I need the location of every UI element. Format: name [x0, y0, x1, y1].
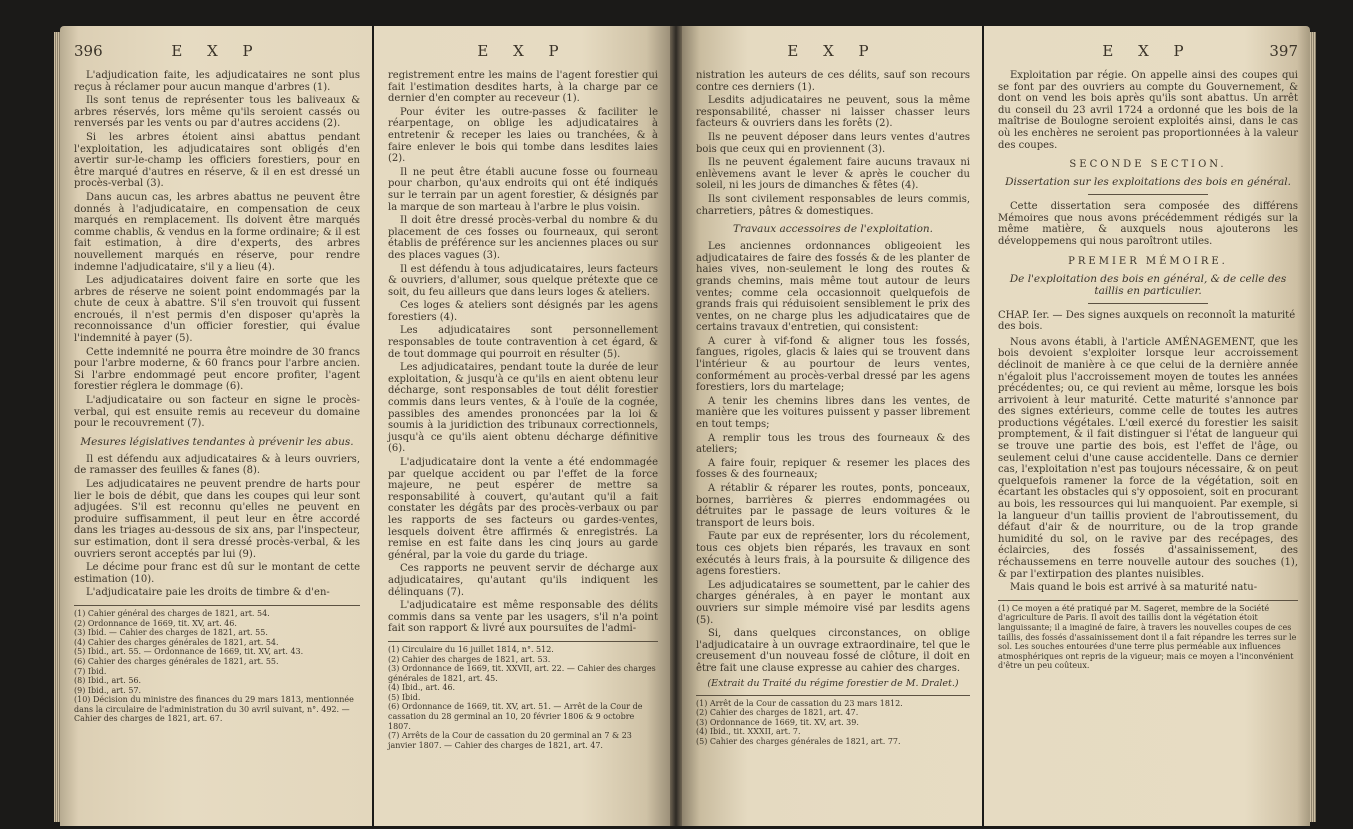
paragraph: Ils sont tenus de représenter tous les baliveaux & arbres réservés, lors même qu'ils seroient cassés ou renversés par les vents ou par d'autres accidens (2). [74, 95, 360, 130]
page-body [998, 70, 1298, 671]
paragraph: L'adjudicataire ou son facteur en signe le procès-verbal, qui est ensuite remis au receveur du domaine pour le recouvrement (7). [74, 395, 360, 430]
paragraph: Il doit être dressé procès-verbal du nombre & du placement de ces fosses ou fourneaux, qui seront établis de préférence sur les anciennes places ou sur des places vagues (3). [388, 215, 658, 261]
paragraph: nistration les auteurs de ces délits, sauf son recours contre ces derniers (1). [696, 70, 970, 93]
footnotes [998, 604, 1298, 671]
paragraph: L'adjudicataire dont la vente a été endommagée par quelque accident ou par l'effet de la force majeure, ne peut espérer de mettre sa responsabilité à couvert, qu'autant qu'il a fait constater les dégâts par des procès-verbaux ou par les rapports de ses facteurs ou gardes-ventes, lesquels doivent être affirmés & enregistrés. La remise en est faite dans les cinq jours au garde général, par la voie du garde du triage. [388, 457, 658, 561]
page-number: 396 [74, 42, 103, 60]
footnotes [696, 699, 970, 747]
paragraph: Lesdits adjudicataires ne peuvent, sous la même responsabilité, chasser ni laisser chasser leurs facteurs & ouvriers dans les forêts (2). [696, 95, 970, 130]
paragraph: Ils ne peuvent également faire aucuns travaux ni enlèvemens avant le lever & après le coucher du soleil, ni les jours de dimanches & fêtes (4). [696, 157, 970, 192]
footnote: (2) Cahier des charges de 1821, art. 53. [388, 654, 551, 664]
footnote-rule [74, 605, 360, 606]
paragraph: Ils ne peuvent déposer dans leurs ventes d'autres bois que ceux qui en proviennent (3). [696, 131, 970, 155]
footnote: (10) Décision du ministre des finances du 29 mars 1813, mentionnée dans la circulaire de l'administration du 30 avril suivant, n°. 492. — Cahier des charges de 1821, art. 67. [74, 695, 354, 724]
paragraph: Les adjudicataires se soumettent, par le cahier des charges générales, à en payer le montant aux ouvriers sur simple mémoire visé par lesdits agens (5). [696, 579, 970, 626]
footnote: (3) Ordonnance de 1669, tit. XV, art. 39. [696, 717, 859, 727]
footnote: (1) Ce moyen a été pratiqué par M. Sageret, membre de la Société d'agriculture de Paris. Il avoit des taillis dont la végétation étoit languissante; il a imaginé de faire, à travers les nouvelles coupes de ces taillis, des fossés d'assainissement dont il a fait répandre les terres sur le sol. Les souches entourées d'une terre plus perméable aux influences atmosphériques ont repris de la vigueur; mais ce moyen a l'inconvénient d'être un peu coûteux. [998, 603, 1297, 671]
paragraph: L'adjudicataire paie les droits de timbre & d'en- [86, 587, 330, 599]
footnote: (5) Cahier des charges générales de 1821, art. 77. [696, 736, 901, 746]
paragraph: Il est défendu à tous adjudicataires, leurs facteurs & ouvriers, d'allumer, sous quelque prétexte que ce soit, du feu ailleurs que dans leurs loges & ateliers. [388, 263, 658, 298]
memoir-heading: PREMIER MÉMOIRE. [1068, 255, 1228, 267]
paragraph: Mais quand le bois est arrivé à sa maturité natu- [1010, 582, 1258, 594]
paragraph: A curer à vif-fond & aligner tous les fossés, fangues, rigoles, glacis & laies qui se trouvent dans l'intérieur & au pourtour de leurs ventes, conformément au procès-verbal dressé par les agens forestiers, lors du martelage; [696, 335, 970, 394]
footnote: (4) Ibid., tit. XXXII, art. 7. [696, 727, 801, 737]
footnote: (7) Arrêts de la Cour de cassation du 20 germinal an 7 & 23 janvier 1807. — Cahier des charges de 1821, art. 47. [388, 731, 632, 750]
paragraph: Les adjudicataires sont personnellement responsables de toute contravention à cet égard, & de tout dommage qui pourroit en résulter (5). [388, 325, 658, 360]
footnote: (6) Cahier des charges générales de 1821, art. 55. [74, 656, 279, 666]
footnotes [74, 609, 360, 724]
book-spread [60, 26, 1310, 826]
footnotes [388, 645, 658, 751]
paragraph: A tenir les chemins libres dans les ventes, de manière que les voitures puissent y passer librement en tout temps; [696, 395, 970, 431]
paragraph: Le décime pour franc est dû sur le montant de cette estimation (10). [74, 562, 360, 585]
page-body [696, 70, 970, 746]
paragraph: Cette dissertation sera composée des différens Mémoires que nous avons précédemment rédigés sur la même matière, & auxquels nous ajouterons les développemens qui nous paroîtront utiles. [998, 201, 1298, 247]
book-gutter [670, 26, 682, 826]
paragraph: Les adjudicataires doivent faire en sorte que les arbres de réserve ne soient point endommagés par la chute de ceux à abattre. S'il s'en trouvoit qui fussent encroués, il n'est permis d'en disposer qu'après la reconnoissance d'un officier forestier, qui évalue l'indemnité à payer (5). [74, 275, 360, 345]
footnote: (7) Ibid. [74, 666, 107, 676]
paragraph: L'adjudicataire est même responsable des délits commis dans sa vente par les usagers, s'il n'a point fait son rapport & livré aux poursuites de l'admi- [388, 600, 658, 635]
section-title: Dissertation sur les exploitations des bois en général. [1005, 176, 1291, 189]
paragraph: Exploitation par régie. On appelle ainsi des coupes qui se font par des ouvriers au compte du Gouvernement, & dont on vend les bois après qu'ils sont abattus. Un arrêt du conseil du 23 avril 1724 a ordonné que les bois de la maîtrise de Boulogne seroient exploités ainsi, dans le cas où les enchères ne seroient pas proportionnées à la valeur des coupes. [998, 70, 1298, 151]
paragraph: Nous avons établi, à l'article AMÉNAGEMENT, que les bois devoient s'exploiter lorsque leur accroissement déclinoit de manière à ce que celui de la dernière année n'égaloit plus l'accroissement moyen de toutes les années précédentes; ou, ce qui revient au même, lorsque les bois arrivoient à leur maturité. Cette maturité s'annonce par des signes extérieurs, comme celle de toutes les autres productions végétales. L'œil exercé du forestier les saisit promptement, & il fait distinguer si l'état de langueur qui se trouve une partie des bois, est l'effet de l'âge, ou seulement celui d'une cause accidentelle. Dans ce dernier cas, l'exploitation n'est pas toujours nécessaire, & on peut quelquefois ramener la force de la végétation, soit en écartant les obstacles qui s'y opposoient, soit en procurant au bois, les ressources qui lui manquoient. Par exemple, si la langueur d'un taillis provient de l'abroutissement, du défaut d'air & de nourriture, ou de la trop grande humidité du sol, on le ravive par des recépages, des éclaircies, des fossés d'assainissement, des réchaussemens en terre nouvelle autour des souches (1), & par l'extirpation des plantes nuisibles. [998, 336, 1298, 580]
footnote: (6) Ordonnance de 1669, tit. XV, art. 51. — Arrêt de la Cour de cassation du 28 germinal an 10, 20 février 1806 & 9 octobre 1807. [388, 702, 643, 731]
divider [1088, 194, 1208, 195]
running-head [388, 42, 658, 64]
footnote: (5) Ibid., art. 55. — Ordonnance de 1669, tit. XV, art. 43. [74, 647, 304, 657]
running-head-title: E X P [171, 42, 263, 60]
footnote: (2) Cahier des charges de 1821, art. 47. [696, 708, 859, 718]
paragraph: Les anciennes ordonnances obligeoient les adjudicataires de faire des fossés & de les planter de haies vives, non-seulement le long des routes & grands chemins, mais même tout autour de leurs ventes; comme cela occasionnoit quelquefois de grands frais qui réduisoient sensiblement le prix des ventes, on ne charge plus les adjudicataires que de certains travaux d'entretien, qui consistent: [696, 241, 970, 334]
running-head-title: E X P [787, 42, 879, 60]
memoir-title: De l'exploitation des bois en général, & de celle des taillis en particulier. [1009, 272, 1287, 297]
paragraph: Faute par eux de représenter, lors du récolement, tous ces objets bien réparés, les travaux en sont exécutés à leurs frais, à la poursuite & diligence des agens forestiers. [696, 531, 970, 578]
footnote: (3) Ordonnance de 1669, tit. XXVII, art. 22. — Cahier des charges générales de 1821, art. 45. [388, 664, 656, 683]
footnote: (4) Cahier des charges générales de 1821, art. 54. [74, 637, 279, 647]
page-396-right-column [374, 26, 670, 826]
paragraph: Ces loges & ateliers sont désignés par les agens forestiers (4). [388, 300, 658, 323]
paragraph: Cette indemnité ne pourra être moindre de 30 francs pour l'arbre moderne, & 60 francs pour l'arbre ancien. Si l'arbre endommagé peut encore profiter, l'agent forestier réglera le dommage (6). [74, 346, 360, 393]
footnote: (1) Circulaire du 16 juillet 1814, n°. 512. [388, 644, 554, 654]
section-title: Travaux accessoires de l'exploitation. [732, 223, 934, 236]
paragraph: registrement entre les mains de l'agent forestier qui fait l'estimation desdites harts, à la charge par ce dernier d'en compter au receveur (1). [388, 70, 658, 105]
footnote: (2) Ordonnance de 1669, tit. XV, art. 46. [74, 618, 237, 628]
paragraph: L'adjudication faite, les adjudicataires ne sont plus reçus à réclamer pour aucun manque d'arbres (1). [74, 70, 360, 93]
section-title: Mesures législatives tendantes à prévenir les abus. [80, 435, 354, 448]
footnote-rule [388, 641, 658, 642]
paragraph: Pour éviter les outre-passes & faciliter le réarpentage, on oblige les adjudicataires à entretenir & receper les laies ou tranchées, & à faire enlever le bois qui tombe dans lesdites laies (2). [388, 106, 658, 165]
running-head-title: E X P [1102, 42, 1194, 60]
paragraph: Il est défendu aux adjudicataires & à leurs ouvriers, de ramasser des feuilles & fanes (8). [74, 453, 360, 477]
paragraph: A rétablir & réparer les routes, ponts, ponceaux, bornes, barrières & pierres endommagées ou détruites par le passage de leurs voitures & le transport de leurs bois. [696, 483, 970, 529]
running-head [696, 42, 970, 64]
page-397-left-column [682, 26, 982, 826]
paragraph: Ils sont civilement responsables de leurs commis, charretiers, pâtres & domestiques. [696, 193, 970, 217]
footnote-rule [696, 695, 970, 696]
page-body [74, 70, 360, 724]
page-body [388, 70, 658, 750]
running-head [74, 42, 360, 64]
running-head [998, 42, 1298, 64]
divider [1088, 303, 1208, 304]
page-edges-right [1310, 32, 1316, 822]
running-head-title: E X P [477, 42, 569, 60]
paragraph: Il ne peut être établi aucune fosse ou fourneau pour charbon, qu'aux endroits qui ont été indiqués sur le terrain par un agent forestier, & désignés par la marque de son marteau à l'arbre le plus voisin. [388, 166, 658, 213]
source-line: (Extrait du Traité du régime forestier de M. Dralet.) [707, 677, 959, 689]
footnote: (4) Ibid., art. 46. [388, 683, 456, 693]
footnote: (3) Ibid. — Cahier des charges de 1821, art. 55. [74, 628, 268, 638]
paragraph: Ces rapports ne peuvent servir de décharge aux adjudicataires, qu'autant qu'ils indiquent les délinquans (7). [388, 563, 658, 598]
paragraph: Dans aucun cas, les arbres abattus ne peuvent être donnés à l'adjudicataire, en compensation de ceux marqués en remplacement. Ils doivent être marqués comme chablis, & vendus en la forme ordinaire; & il est fait estimation, à dire d'experts, des arbres nouvellement marqués en réserve, pour rendre indemne l'adjudicataire, s'il y a lieu (4). [74, 191, 360, 273]
footnote-rule [998, 600, 1298, 601]
page-397 [984, 26, 1310, 826]
page-number: 397 [1269, 42, 1298, 60]
section-heading: SECONDE SECTION. [1069, 159, 1227, 171]
paragraph: Les adjudicataires, pendant toute la durée de leur exploitation, & jusqu'à ce qu'ils en aient obtenu leur décharge, sont responsables de tout délit forestier commis dans leurs ventes, & à l'ouïe de la cognée, passibles des amendes prononcées par la loi & soumis à la juridiction des tribunaux correctionnels, jusqu'à ce qu'ils aient obtenu décharge définitive (6). [388, 362, 658, 455]
paragraph: Si, dans quelques circonstances, on oblige l'adjudicataire à un ouvrage extraordinaire, tel que le creusement d'un nouveau fossé de clôture, il doit en être fait une clause expresse au cahier des charges. [696, 628, 970, 674]
footnote: (5) Ibid. [388, 692, 421, 702]
footnote: (1) Arrêt de la Cour de cassation du 23 mars 1812. [696, 698, 903, 708]
paragraph: Si les arbres étoient ainsi abattus pendant l'exploitation, les adjudicataires sont obligés d'en avertir sur-le-champ les officiers forestiers, pour en être marqué d'autres en réserve, & il en est dressé un procès-verbal (3). [74, 131, 360, 190]
footnote: (1) Cahier général des charges de 1821, art. 54. [74, 608, 270, 618]
footnote: (9) Ibid., art. 57. [74, 685, 142, 695]
paragraph: Les adjudicataires ne peuvent prendre de harts pour lier le bois de débit, que dans les coupes qui leur sont adjugées. S'il est reconnu qu'elles ne peuvent en produire suffisamment, il peut leur en être accordé dans les triages au-dessous de six ans, par l'inspecteur, sur estimation, dont il sera dressé procès-verbal, & les ouvriers seront acceptés par lui (9). [74, 479, 360, 560]
paragraph: A faire fouir, repiquer & resemer les places des fosses & des fourneaux; [696, 457, 970, 481]
paragraph: A remplir tous les trous des fourneaux & des ateliers; [696, 432, 970, 456]
footnote: (8) Ibid., art. 56. [74, 676, 142, 686]
chapter-heading: CHAP. Ier. — Des signes auxquels on reconnoît la maturité des bois. [998, 309, 1296, 333]
page-396 [60, 26, 372, 826]
